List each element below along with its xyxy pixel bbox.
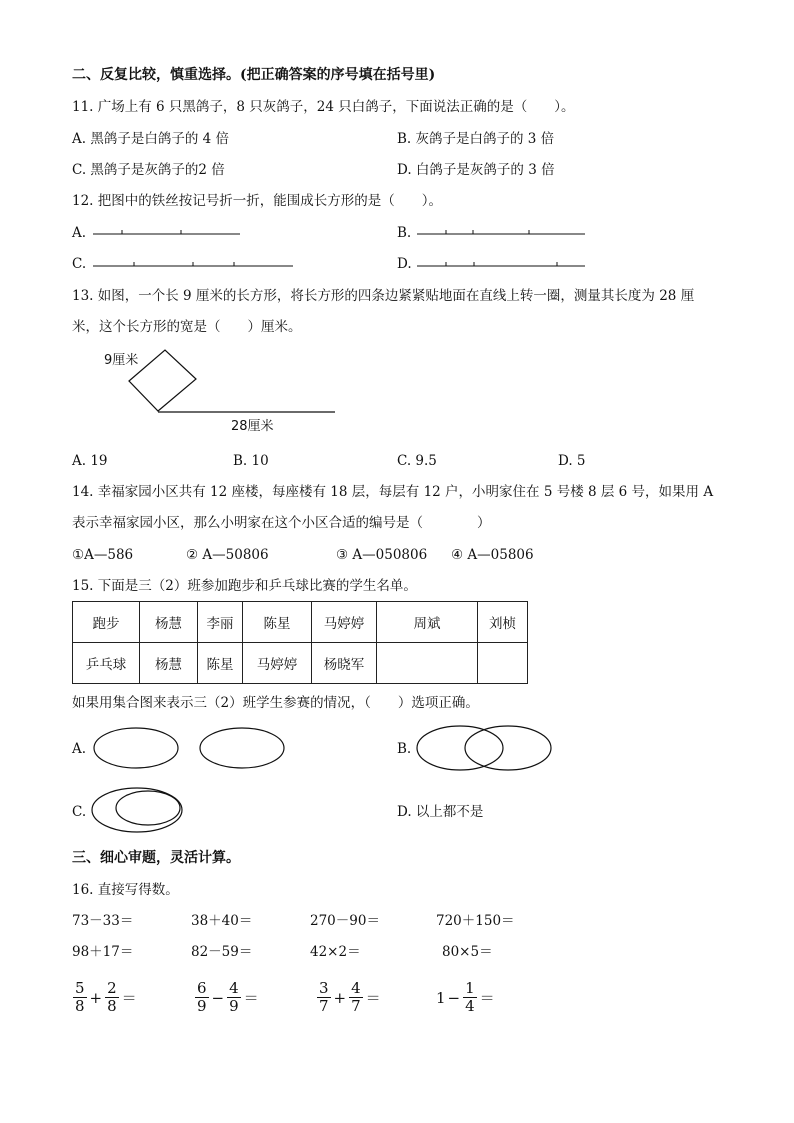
question-13-stem-line1: 13. 如图，一个长 9 厘米的长方形，将长方形的四条边紧紧贴地面在直线上转一圈，测量其长度为 28 厘 [72, 288, 695, 304]
denominator: 7 [351, 997, 361, 1015]
q15-option-d: D. 以上都不是 [397, 804, 484, 820]
q13-option-d: D. 5 [558, 453, 586, 469]
q12-option-c: C. [72, 256, 87, 272]
q15-option-b: B. [397, 741, 412, 757]
table-cell: 马婷婷 [243, 643, 312, 684]
numerator: 2 [107, 979, 117, 997]
q16-row1-item2: 38＋40＝ [191, 913, 253, 929]
question-11-stem: 11. 广场上有 6 只黑鸽子，8 只灰鸽子，24 只白鸽子，下面说法正确的是（ ）。 [72, 99, 575, 115]
equals-sign: ＝ [243, 989, 259, 1007]
equals-sign: ＝ [121, 989, 137, 1007]
table-cell: 陈星 [198, 643, 243, 684]
q12-wire-a [93, 230, 240, 234]
question-16-stem: 16. 直接写得数。 [72, 882, 179, 898]
whole-number: 1 [436, 988, 446, 1007]
q14-option-3: ③ A—050806 [336, 547, 428, 563]
operator: − [447, 988, 461, 1007]
q16-row2-item4: 80×5＝ [442, 944, 493, 960]
q16-row1-item1: 73－33＝ [72, 913, 134, 929]
numerator: 5 [75, 979, 85, 997]
denominator: 9 [197, 997, 207, 1015]
q13-figure-label-distance: 28厘米 [231, 419, 274, 434]
question-13-stem-line2: 米，这个长方形的宽是（ ）厘米。 [72, 319, 302, 335]
q13-figure-label-length: 9厘米 [104, 353, 139, 368]
q12-wire-c [93, 262, 293, 266]
q16-row2-item2: 82－59＝ [191, 944, 253, 960]
q13-option-c: C. 9.5 [397, 453, 437, 469]
q11-option-d: D. 白鸽子是灰鸽子的 3 倍 [397, 162, 555, 178]
q15-venn-option-a [94, 728, 284, 768]
q14-option-4: ④ A—05806 [451, 547, 534, 563]
q15-venn-option-c [92, 788, 182, 832]
table-cell: 刘桢 [478, 602, 528, 643]
question-12-stem: 12. 把图中的铁丝按记号折一折，能围成长方形的是（ ）。 [72, 193, 443, 209]
q16-row1-item4: 720＋150＝ [436, 913, 515, 929]
numerator: 6 [197, 979, 207, 997]
equals-sign: ＝ [479, 989, 495, 1007]
q12-wire-d [417, 262, 585, 266]
q13-rectangle-diagram [129, 350, 335, 412]
q15-option-a: A. [72, 741, 87, 757]
section-3-heading: 三、细心审题，灵活计算。 [72, 850, 240, 866]
question-15-stem: 15. 下面是三（2）班参加跑步和乒乓球比赛的学生名单。 [72, 578, 417, 594]
q14-option-1: ①A—586 [72, 547, 134, 563]
q13-option-b: B. 10 [233, 453, 269, 469]
question-15-prompt: 如果用集合图来表示三（2）班学生参赛的情况，（ ）选项正确。 [72, 695, 479, 711]
q15-option-c: C. [72, 804, 87, 820]
table-cell: 杨慧 [140, 643, 198, 684]
q11-option-a: A. 黑鸽子是白鸽子的 4 倍 [72, 131, 230, 147]
q12-option-d: D. [397, 256, 412, 272]
q15-venn-option-b [417, 726, 551, 770]
q12-option-a: A. [72, 225, 87, 241]
question-14-stem-line2: 表示幸福家园小区，那么小明家在这个小区合适的编号是（ ） [72, 515, 491, 531]
table-cell: 跑步 [73, 602, 140, 643]
q13-option-a: A. 19 [72, 453, 108, 469]
denominator: 8 [75, 997, 85, 1015]
denominator: 8 [107, 997, 117, 1015]
operator: − [211, 988, 225, 1007]
q12-option-b: B. [397, 225, 412, 241]
q11-option-b: B. 灰鸽子是白鸽子的 3 倍 [397, 131, 555, 147]
q16-row1-item3: 270－90＝ [310, 913, 380, 929]
equals-sign: ＝ [365, 989, 381, 1007]
numerator: 4 [229, 979, 239, 997]
section-2-heading: 二、反复比较，慎重选择。(把正确答案的序号填在括号里) [72, 67, 436, 83]
table-cell: 周斌 [377, 602, 478, 643]
numerator: 1 [465, 979, 475, 997]
numerator: 4 [351, 979, 361, 997]
denominator: 4 [465, 997, 475, 1015]
q12-wire-b [417, 230, 585, 234]
q11-option-c: C. 黑鸽子是灰鸽子的2 倍 [72, 162, 225, 178]
table-cell: 马婷婷 [312, 602, 377, 643]
q16-row2-item1: 98＋17＝ [72, 944, 134, 960]
q14-option-2: ② A—50806 [186, 547, 269, 563]
question-14-stem-line1: 14. 幸福家园小区共有 12 座楼，每座楼有 18 层，每层有 12 户，小明家住在 5 号楼 8 层 6 号，如果用 A [72, 484, 714, 500]
denominator: 9 [229, 997, 239, 1015]
operator: + [333, 988, 347, 1007]
operator: + [89, 988, 103, 1007]
table-cell: 杨慧 [140, 602, 198, 643]
q16-row2-item3: 42×2＝ [310, 944, 361, 960]
table-cell: 杨晓军 [312, 643, 377, 684]
table-cell: 陈星 [243, 602, 312, 643]
denominator: 7 [319, 997, 329, 1015]
table-cell: 李丽 [198, 602, 243, 643]
table-cell: 乒乓球 [73, 643, 140, 684]
numerator: 3 [319, 979, 329, 997]
